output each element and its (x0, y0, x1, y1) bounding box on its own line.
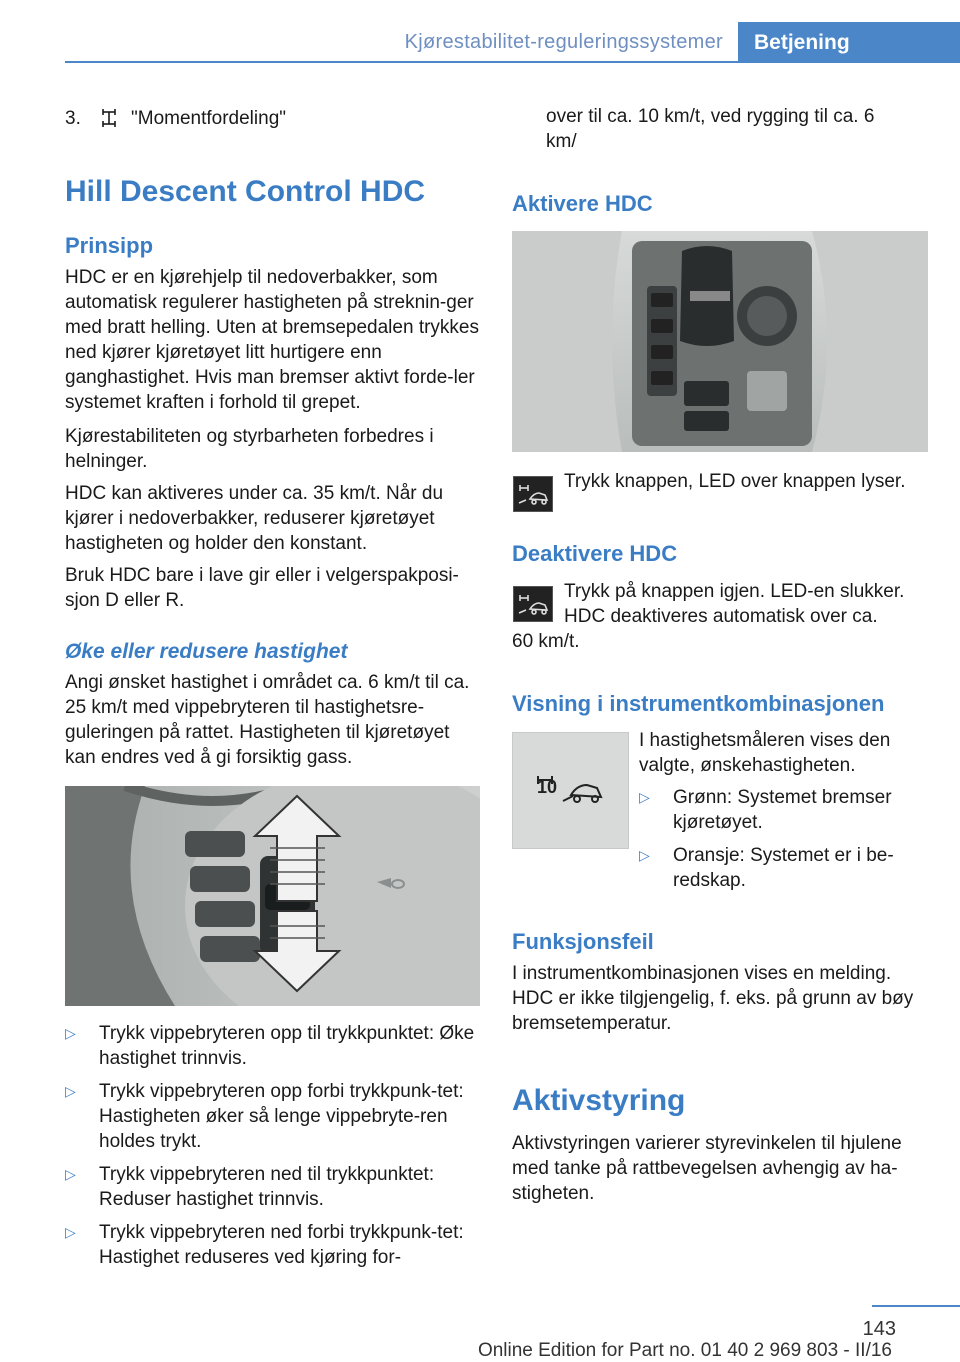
principle-paragraph-3: HDC kan aktiveres under ca. 35 km/t. Når du kjører i nedoverbakker, reduserer kjøretøyet hastigheten og holder den konstant. (65, 483, 444, 554)
speedometer-display-image (512, 732, 629, 849)
header-rule (65, 61, 960, 63)
list-item-text: Oransje: Systemet er i be-redskap. (673, 845, 894, 891)
deactivate-tail: 60 km/t. (512, 631, 580, 652)
activate-text: Trykk knappen, LED over knappen lyser. (564, 471, 906, 492)
display-bullet-list (639, 785, 928, 893)
desired-speed-value: 10 (537, 777, 558, 797)
page-header (65, 0, 960, 62)
triangle-bullet-icon: ▷ (65, 1224, 76, 1240)
section-title: Kjørestabilitet-reguleringssystemer (404, 31, 723, 53)
principle-paragraph-4: Bruk HDC bare i lave gir eller i velgerspakposi-sjon D eller R. (65, 565, 459, 611)
triangle-bullet-icon: ▷ (65, 1025, 76, 1041)
deactivate-text: Trykk på knappen igjen. LED-en slukker. HDC deaktiveres automatisk over ca. (564, 581, 905, 627)
list-item-text: Grønn: Systemet bremser kjøretøyet. (673, 787, 892, 833)
deactivate-heading: Deaktivere HDC (512, 541, 678, 566)
list-item-text: Trykk vippebryteren ned forbi trykkpunk-tet: Hastighet reduseres ved kjøring for- (99, 1222, 464, 1268)
list-item-label: "Momentfordeling" (131, 108, 287, 129)
display-text: I hastighetsmåleren vises den valgte, ønskehastigheten. (639, 730, 891, 776)
active-steering-title: Aktivstyring (512, 1084, 686, 1117)
list-item-text: Trykk vippebryteren opp forbi trykkpunk-tet: Hastigheten øker så lenge vippebryte-ren holdes trykt. (99, 1081, 464, 1152)
center-console-photo (512, 231, 928, 452)
triangle-bullet-icon: ▷ (65, 1166, 76, 1182)
continuation-text: over til ca. 10 km/t, ved rygging til ca. 6 km/ (546, 106, 875, 152)
list-item (65, 1162, 480, 1212)
fault-text: I instrumentkombinasjonen vises en melding. HDC er ikke tilgjengelig, f. eks. på grunn av bøy bremsetemperatur. (512, 963, 914, 1034)
triangle-bullet-icon: ▷ (639, 789, 650, 805)
page-number: 143 (862, 1318, 896, 1340)
active-steering-text: Aktivstyringen varierer styrevinkelen til hjulene med tanke på rattbevegelsen avhengig av ha-stigheten. (512, 1133, 902, 1204)
list-item (639, 843, 928, 893)
list-item (65, 1220, 480, 1270)
triangle-bullet-icon: ▷ (65, 1083, 76, 1099)
chapter-tab: Betjening (738, 22, 960, 62)
speed-paragraph: Angi ønsket hastighet i området ca. 6 km/t til ca. 25 km/t med vippebryteren til hastighetsre-guleringen på rattet. Hastigheten til kjøretøyet kan endres ved å gi forsiktig gass. (65, 672, 470, 768)
list-item-text: Trykk vippebryteren opp til trykkpunktet: Øke hastighet trinnvis. (99, 1023, 475, 1069)
hdc-button-icon (513, 476, 553, 512)
principle-paragraph-2: Kjørestabiliteten og styrbarheten forbedres i helninger. (65, 426, 434, 472)
footer-rule (872, 1305, 960, 1307)
principle-paragraph-1: HDC er en kjørehjelp til nedoverbakker, som automatisk regulerer hastigheten på streknin-ger med bratt helling. Uten at bremsepedalen trykkes ned kjører kjøretøyet litt hurtigere enn ganghastighet. Hvis man bremser aktivt forde-ler systemet kraften i forhold til grepet. (65, 267, 479, 413)
list-item (65, 1079, 480, 1154)
fault-heading: Funksjonsfeil (512, 929, 654, 954)
principle-heading: Prinsipp (65, 233, 154, 258)
triangle-bullet-icon: ▷ (639, 847, 650, 863)
list-item (639, 785, 928, 835)
speed-heading: Øke eller redusere hastighet (65, 640, 348, 663)
edition-footer: Online Edition for Part no. 01 40 2 969 803 - II/16 (477, 1340, 892, 1361)
torque-distribution-icon (99, 108, 119, 135)
list-item (65, 1021, 480, 1071)
steering-wheel-photo (65, 786, 480, 1006)
hdc-button-icon (513, 586, 553, 622)
list-item-text: Trykk vippebryteren ned til trykkpunktet: Reduser hastighet trinnvis. (99, 1164, 435, 1210)
section-title-hdc: Hill Descent Control HDC (65, 175, 426, 208)
activate-heading: Aktivere HDC (512, 191, 653, 216)
list-number: 3. (65, 108, 81, 129)
speed-bullet-list (65, 1021, 480, 1270)
display-heading: Visning i instrumentkombinasjonen (512, 691, 885, 716)
